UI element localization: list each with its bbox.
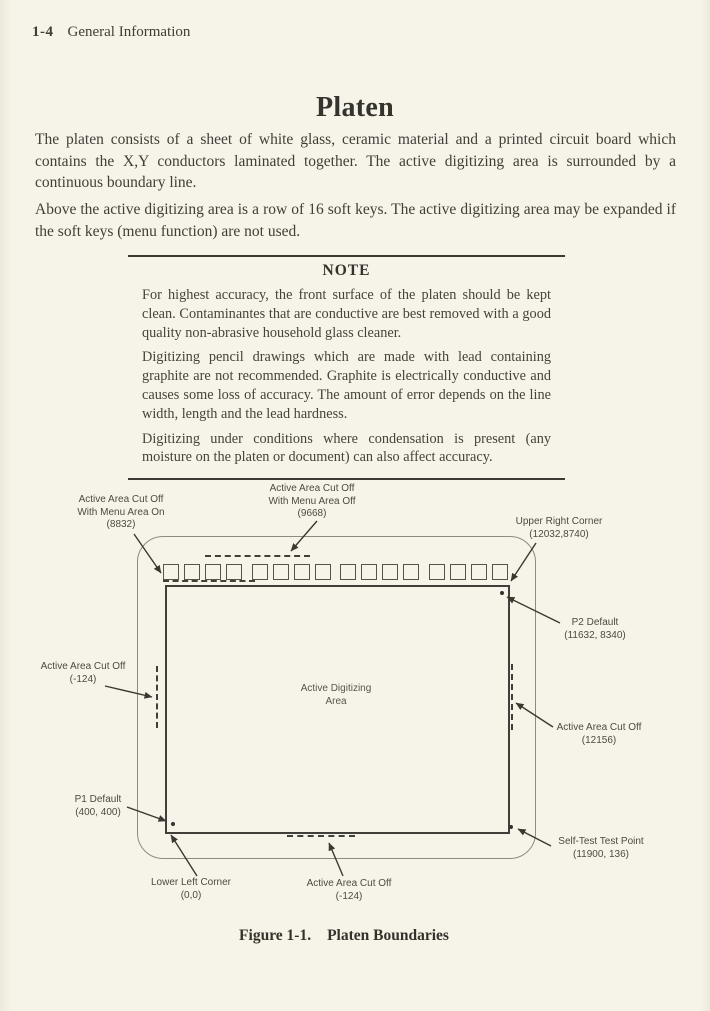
label-left-cutoff: Active Area Cut Off (-124) [40,661,126,685]
p1-default-point [171,822,175,826]
figure-caption-title: Platen Boundaries [327,927,449,944]
note-paragraph: Digitizing pencil drawings which are made with lead containing graphite are not recommended. Graphite is electrically conductive and causes some loss of accuracy. The amount of error depends on the line width, length and the lead hardness. [142,349,551,422]
soft-key-group [429,564,508,579]
soft-key [492,564,508,580]
figure-caption-number: Figure 1-1. [239,927,312,944]
soft-key [252,564,268,580]
soft-key [340,564,356,580]
cutoff-line-bottom [287,835,355,837]
section-title: Platen [315,92,394,123]
chapter-title: General Information [67,24,191,40]
label-menu-area-off: Active Area Cut Off With Menu Area Off (9668) [268,483,356,519]
note-box [128,255,565,480]
soft-key-group [340,564,419,579]
soft-key [382,564,398,580]
self-test-point [509,825,513,829]
label-upper-right-corner: Upper Right Corner (12032,8740) [515,516,603,540]
note-heading: NOTE [322,262,371,279]
note-paragraph: Digitizing under conditions where condensation is present (any moisture on the platen or document) can also affect accuracy. [142,430,551,466]
soft-key [361,564,377,580]
body-paragraph: Above the active digitizing area is a row of 16 soft keys. The active digitizing area may be expanded if the soft keys (menu function) are not used. [35,201,676,240]
cutoff-line-left [156,666,158,728]
soft-key [205,564,221,580]
p2-default-point [500,591,504,595]
cutoff-line-menu-on [163,580,255,582]
soft-key [471,564,487,580]
soft-key [184,564,200,580]
soft-key [403,564,419,580]
soft-key [315,564,331,580]
active-digitizing-area-boundary [165,585,510,834]
soft-key [163,564,179,580]
label-bottom-cutoff: Active Area Cut Off (-124) [306,878,392,902]
label-self-test-point: Self-Test Test Point (11900, 136) [558,836,644,860]
body-paragraph: The platen consists of a sheet of white glass, ceramic material and a printed circuit board which contains the X,Y conductors laminated together. The active digitizing area is surrounded by a continuous boundary line. [35,131,676,191]
cutoff-line-menu-off [205,555,310,557]
note-paragraph: For highest accuracy, the front surface of the platen should be kept clean. Contaminantes that are conductive are best removed with a good quality non-abrasive household glass cleaner. [142,287,551,341]
figure-caption [132,927,556,945]
label-p2-default: P2 Default (11632, 8340) [564,617,626,641]
soft-key [429,564,445,580]
soft-key [450,564,466,580]
soft-key-row [163,564,508,579]
soft-key [226,564,242,580]
label-active-digitizing-area: Active Digitizing Area [300,683,372,707]
soft-key [273,564,289,580]
label-menu-area-on: Active Area Cut Off With Menu Area On (8832) [77,494,165,530]
label-lower-left-corner: Lower Left Corner (0,0) [150,877,232,901]
page-number: 1-4 [32,24,54,40]
cutoff-line-right [511,664,513,730]
running-header [32,24,190,41]
soft-key-group [163,564,242,579]
label-p1-default: P1 Default (400, 400) [74,794,122,818]
soft-key-group [252,564,331,579]
soft-key [294,564,310,580]
label-right-cutoff: Active Area Cut Off (12156) [556,722,642,746]
